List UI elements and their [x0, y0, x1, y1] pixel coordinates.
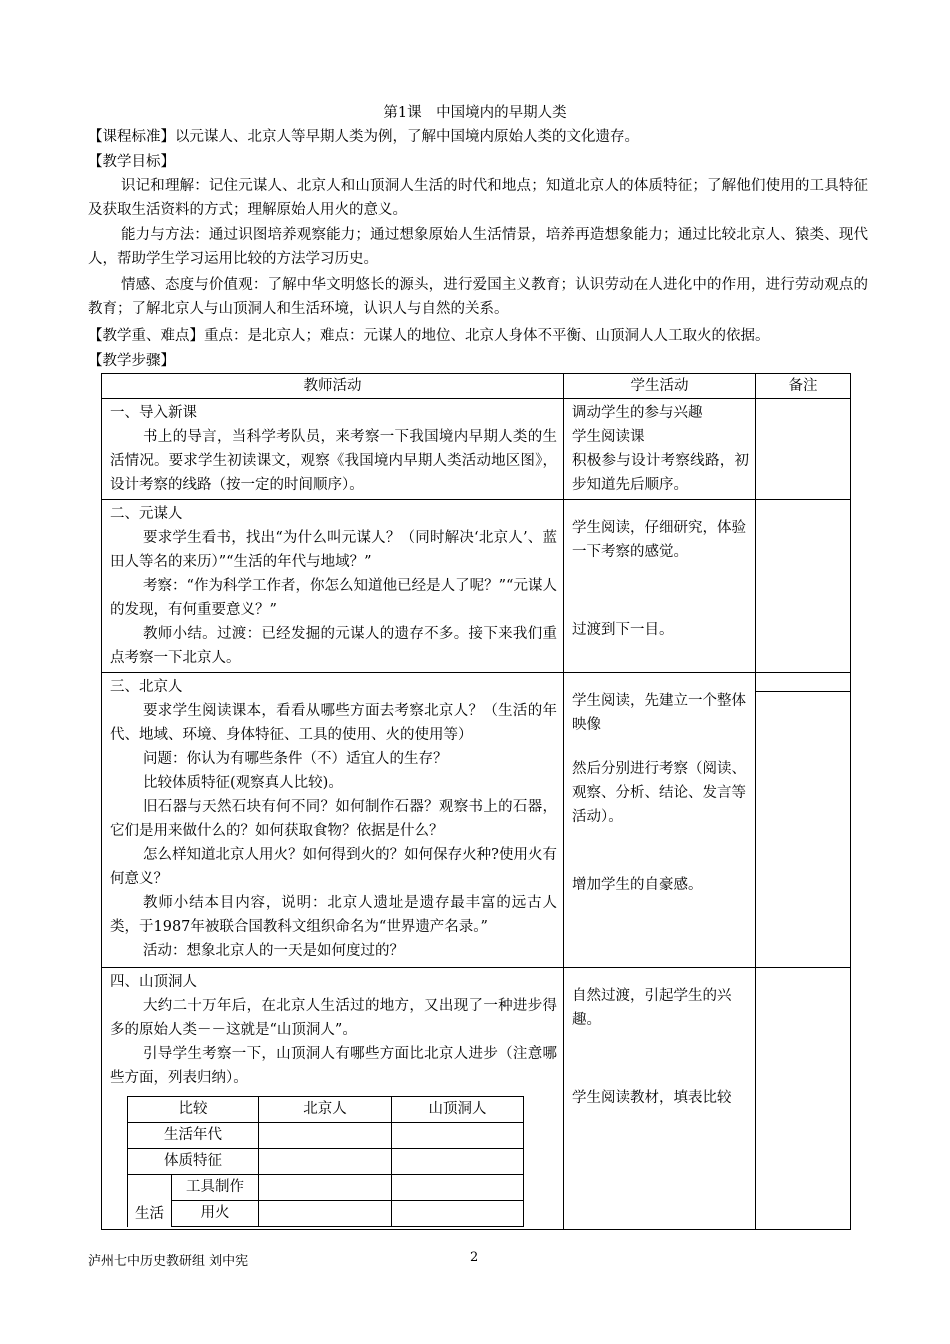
table-row [128, 1097, 524, 1123]
student-text: 积极参与设计考察线路，初步知道先后顺序。 [572, 453, 749, 493]
teaching-steps-table [101, 373, 851, 1230]
student-text: 调动学生的参与兴趣 [572, 405, 703, 421]
objectives-heading: 【教学目标】 [88, 154, 175, 170]
comparison-header: 比较 [128, 1097, 259, 1123]
student-text: 自然过渡，引起学生的兴趣。 [572, 988, 732, 1028]
teacher-text: 考察：“作为科学工作者，你怎么知道他已经是人了呢？”“元谋人的发现，有何重要意义？” [110, 578, 557, 618]
steps-heading: 【教学步骤】 [88, 353, 175, 369]
table-row [128, 1175, 524, 1201]
student-text: 学生阅读，仔细研究，体验一下考察的感觉。 [572, 520, 746, 560]
teacher-text: 问题：你认为有哪些条件（不）适宜人的生存？ [143, 751, 448, 767]
footer-author: 泸州七中历史教研组 刘中宪 [88, 1254, 249, 1269]
teacher-text: 教师小结本目内容，说明：北京人遗址是遗存最丰富的远古人类，于1987年被联合国教科文组织命名为“世界遗产名录。” [110, 895, 557, 935]
lesson-title: 第1课 中国境内的早期人类 [383, 105, 567, 121]
comparison-row-label: 工具制作 [172, 1175, 259, 1201]
remarks-cell [756, 673, 851, 968]
teacher-text: 书上的导言，当科学考队员，来考察一下我国境内早期人类的生活情况。要求学生初读课文，观察《我国境内早期人类活动地区图》，设计考察的线路（按一定的时间顺序）。 [110, 429, 557, 493]
table-row [128, 1201, 524, 1227]
table-row [102, 673, 851, 968]
column-header: 学生活动 [564, 374, 756, 399]
student-text: 学生阅读教材，填表比较 [572, 1090, 732, 1106]
remarks-cell [756, 968, 851, 1230]
teacher-text: 比较体质特征(观察真人比较)。 [143, 775, 343, 791]
column-header: 备注 [756, 374, 851, 399]
column-header: 教师活动 [102, 374, 564, 399]
comparison-row-label: 体质特征 [128, 1149, 259, 1175]
page-number: 2 [470, 1250, 479, 1265]
table-row [102, 968, 851, 1230]
comparison-table [127, 1096, 524, 1227]
teacher-text: 要求学生阅读课本，看看从哪些方面去考察北京人？（生活的年代、地域、环境、身体特征、工具的使用、火的使用等） [110, 703, 557, 743]
table-row [102, 399, 851, 500]
table-header-row [102, 374, 851, 399]
comparison-header: 北京人 [259, 1097, 392, 1123]
student-text: 增加学生的自豪感。 [572, 877, 703, 893]
teacher-text: 怎么样知道北京人用火？如何得到火的？如何保存火种?使用火有何意义？ [110, 847, 557, 887]
section-heading: 三、北京人 [110, 679, 183, 695]
section-heading: 二、元谋人 [110, 506, 183, 522]
objective-knowledge: 识记和理解：记住元谋人、北京人和山顶洞人生活的时代和地点；知道北京人的体质特征；了解他们使用的工具特征及获取生活资料的方式；理解原始人用火的意义。 [88, 178, 868, 218]
student-text: 学生阅读课 [572, 429, 645, 445]
teacher-text: 旧石器与天然石块有何不同？如何制作石器？观察书上的石器，它们是用来做什么的？如何获取食物？依据是什么？ [110, 799, 557, 839]
curriculum-standard: 【课程标准】以元谋人、北京人等早期人类为例，了解中国境内原始人类的文化遗存。 [88, 129, 639, 145]
comparison-group-label: 生活 [128, 1175, 172, 1227]
teacher-text: 活动：想象北京人的一天是如何度过的？ [143, 943, 404, 959]
remarks-cell [756, 500, 851, 673]
teacher-text: 引导学生考察一下，山顶洞人有哪些方面比北京人进步（注意哪些方面，列表归纳）。 [110, 1046, 557, 1086]
comparison-header: 山顶洞人 [392, 1097, 524, 1123]
remarks-cell [756, 399, 851, 500]
comparison-row-label: 用火 [172, 1201, 259, 1227]
objective-ability: 能力与方法：通过识图培养观察能力；通过想象原始人生活情景，培养再造想象能力；通过比较北京人、猿类、现代人，帮助学生学习运用比较的方法学习历史。 [88, 227, 868, 267]
teacher-text: 大约二十万年后，在北京人生活过的地方，又出现了一种进步得多的原始人类－－这就是“山顶洞人”。 [110, 998, 557, 1038]
table-row [128, 1123, 524, 1149]
objective-emotion: 情感、态度与价值观：了解中华文明悠长的源头，进行爱国主义教育；认识劳动在人进化中的作用，进行劳动观点的教育；了解北京人与山顶洞人和生活环境，认识人与自然的关系。 [88, 277, 868, 317]
section-heading: 一、导入新课 [110, 405, 197, 421]
student-text: 然后分别进行考察（阅读、观察、分析、结论、发言等活动）。 [572, 761, 746, 825]
teacher-text: 要求学生看书，找出“为什么叫元谋人？（同时解决‘北京人’、蓝田人等名的来历）”“生活的年代与地域？” [110, 530, 557, 570]
comparison-row-label: 生活年代 [128, 1123, 259, 1149]
student-text: 学生阅读，先建立一个整体映像 [572, 693, 746, 733]
table-row [128, 1149, 524, 1175]
section-heading: 四、山顶洞人 [110, 974, 197, 990]
student-text: 过渡到下一目。 [572, 622, 674, 638]
key-points: 【教学重、难点】重点：是北京人；难点：元谋人的地位、北京人身体不平衡、山顶洞人人工取火的依据。 [88, 328, 770, 344]
teacher-text: 教师小结。过渡：已经发掘的元谋人的遗存不多。接下来我们重点考察一下北京人。 [110, 626, 557, 666]
table-row [102, 500, 851, 673]
